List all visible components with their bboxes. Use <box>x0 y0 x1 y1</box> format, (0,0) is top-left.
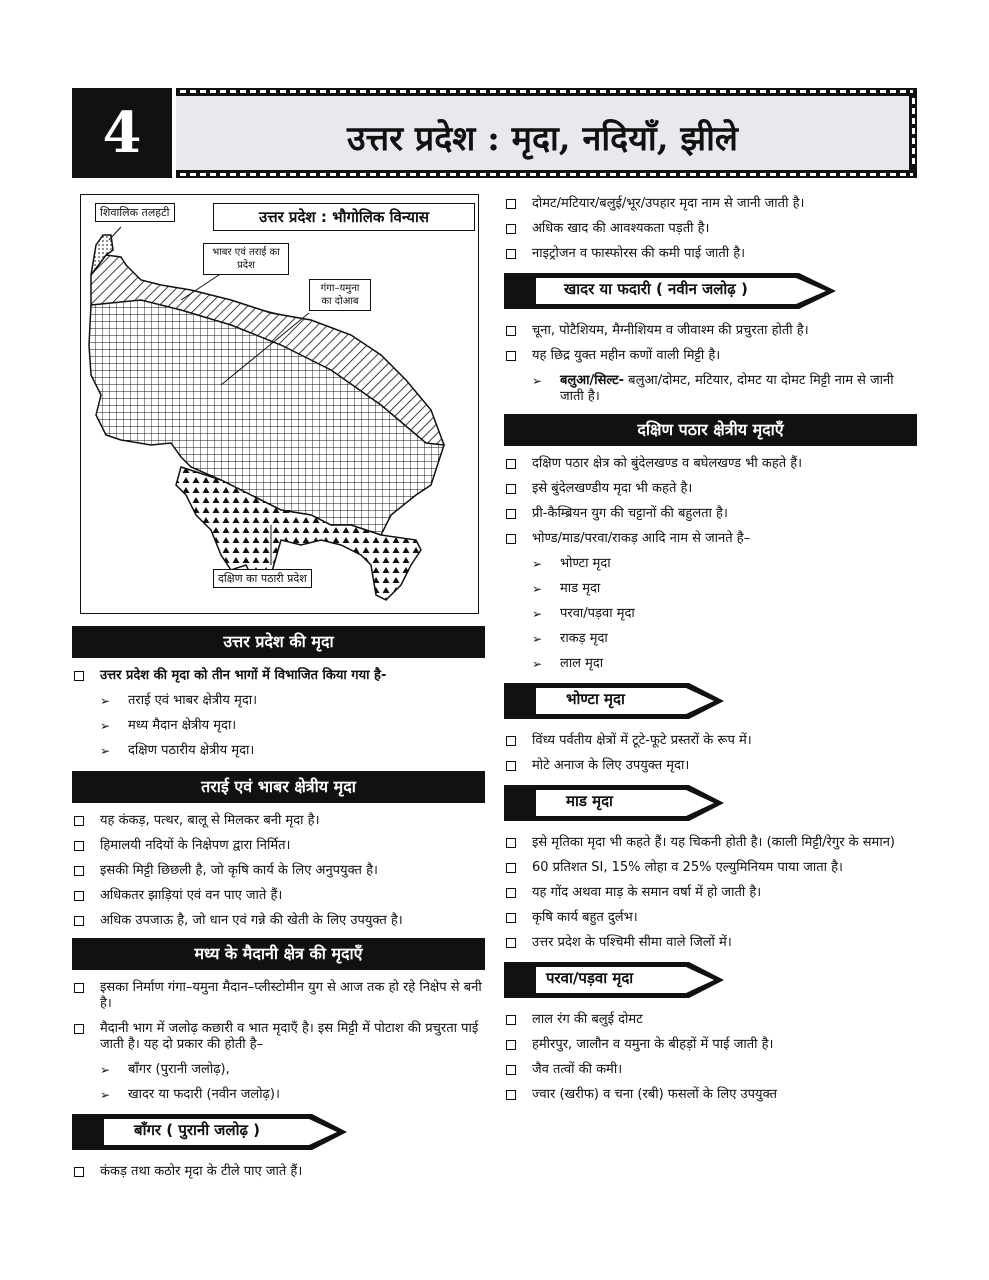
arrow-heading-text: बाँगर ( पुरानी जलोढ़ ) <box>134 1121 261 1139</box>
list-item: अधिक खाद की आवश्यकता पड़ती है। <box>504 221 917 237</box>
list-item: मैदानी भाग में जलोढ़ कछारी व भात मृदाएँ है। इस मिट्टी में पोटाश की प्रचुरता पाई जाती है। यह दो प्रकार की होती है– <box>72 1021 485 1053</box>
chapter-title: उत्तर प्रदेश : मृदा, नदियाँ, झीले <box>347 119 738 159</box>
sub-item <box>504 373 917 405</box>
list-item: इसका निर्माण गंगा–यमुना मैदान–प्लीस्टोमीन युग से आज तक हो रहे निक्षेप से बनी है। <box>72 980 485 1012</box>
sub-item: ➢ बाँगर (पुरानी जलोढ़), <box>72 1062 485 1078</box>
map-label-bhabar: भाबर एवं तराई का प्रदेश <box>203 243 289 275</box>
sub-item: ➢ भोण्टा मृदा <box>504 556 917 572</box>
list-item: इसे मृतिका मृदा भी कहते हैं। यह चिकनी होती है। (काली मिट्टी/रेगुर के समान) <box>504 835 917 851</box>
section-heading: दक्षिण पठार क्षेत्रीय मृदाएँ <box>504 414 917 446</box>
list-item: कंकड़ तथा कठोर मृदा के टीले पाए जाते हैं। <box>72 1164 485 1180</box>
section-heading: उत्तर प्रदेश की मृदा <box>72 626 485 658</box>
list-item: मोटे अनाज के लिए उपयुक्त मृदा। <box>504 758 917 774</box>
list-item: लाल रंग की बलुई दोमट <box>504 1012 917 1028</box>
sub-item-text: बलुआ/दोमट, मटियार, दोमट या दोमट मिट्टी नाम से जानी जाती है। <box>560 373 894 404</box>
sub-item-term: बलुआ/सिल्ट- <box>560 373 625 388</box>
list-item: अधिकतर झाड़ियां एवं वन पाए जाते हैं। <box>72 888 485 904</box>
arrow-heading <box>504 960 917 1000</box>
sub-item: ➢ लाल मृदा <box>504 656 917 672</box>
list-item: यह छिद्र युक्त महीन कणों वाली मिट्टी है। <box>504 348 917 364</box>
list-item: इसे बुंदेलखण्डीय मृदा भी कहते है। <box>504 481 917 497</box>
title-border <box>912 98 915 168</box>
sub-item: ➢ दक्षिण पठारीय क्षेत्रीय मृदा। <box>72 743 485 759</box>
list-item: प्री-कैम्ब्रियन युग की चट्टानों की बहुलता है। <box>504 506 917 522</box>
chapter-header <box>72 88 917 178</box>
chapter-number: 4 <box>72 88 172 178</box>
arrow-heading-text: माड मृदा <box>566 792 613 810</box>
list-item: चूना, पोटैशियम, मैग्नीशियम व जीवाश्म की प्रचुरता होती है। <box>504 323 917 339</box>
list-item: दोमट/मटियार/बलुई/भूर/उपहार मृदा नाम से जानी जाती है। <box>504 196 917 212</box>
list-item: हिमालयी नदियों के निक्षेपण द्वारा निर्मित। <box>72 838 485 854</box>
sub-item: ➢ खादर या फदारी (नवीन जलोढ़)। <box>72 1087 485 1103</box>
list-item: यह गोंद अथवा माड़ के समान वर्षा में हो जाती है। <box>504 885 917 901</box>
title-border <box>180 173 913 176</box>
list-item: यह कंकड़, पत्थर, बालू से मिलकर बनी मृदा है। <box>72 813 485 829</box>
right-column <box>504 196 917 1112</box>
list-item: ज्वार (खरीफ) व चना (रबी) फसलों के लिए उपयुक्त <box>504 1087 917 1103</box>
list-item: जैव तत्वों की कमी। <box>504 1062 917 1078</box>
arrow-heading <box>72 1112 485 1152</box>
arrow-heading-text: खादर या फदारी ( नवीन जलोढ़ ) <box>564 280 748 298</box>
arrow-heading <box>504 271 917 311</box>
pointer-line <box>109 227 121 240</box>
sub-item: ➢ मध्य मैदान क्षेत्रीय मृदा। <box>72 718 485 734</box>
list-item: उत्तर प्रदेश के पश्चिमी सीमा वाले जिलों में। <box>504 935 917 951</box>
arrow-heading <box>504 783 917 823</box>
list-item: अधिक उपजाऊ है, जो धान एवं गन्ने की खेती के लिए उपयुक्त है। <box>72 913 485 929</box>
map-label-shivalik: शिवालिक तलहटी <box>95 203 175 222</box>
list-item: इसकी मिट्टी छिछली है, जो कृषि कार्य के लिए अनुपयुक्त है। <box>72 863 485 879</box>
sub-item: ➢ परवा/पड़वा मृदा <box>504 606 917 622</box>
up-map-figure <box>80 194 479 614</box>
list-item: विंध्य पर्वतीय क्षेत्रों में टूटे-फूटे प्रस्तरों के रूप में। <box>504 733 917 749</box>
list-item: कृषि कार्य बहुत दुर्लभ। <box>504 910 917 926</box>
sub-item: ➢ तराई एवं भाबर क्षेत्रीय मृदा। <box>72 693 485 709</box>
arrow-heading-text: परवा/पड़वा मृदा <box>546 969 634 987</box>
arrow-heading-text: भोण्टा मृदा <box>566 690 625 708</box>
list-item: भोण्ड/माड/परवा/राकड़ आदि नाम से जानते है– <box>504 531 917 547</box>
title-border <box>180 90 913 93</box>
map-label-plateau: दक्षिण का पठारी प्रदेश <box>213 569 312 588</box>
section-heading: तराई एवं भाबर क्षेत्रीय मृदा <box>72 771 485 803</box>
sub-item: ➢ राकड़ मृदा <box>504 631 917 647</box>
map-title: उत्तर प्रदेश : भौगोलिक विन्यास <box>213 203 475 231</box>
list-item: दक्षिण पठार क्षेत्र को बुंदेलखण्ड व बघेलखण्ड भी कहते हैं। <box>504 456 917 472</box>
arrow-heading <box>504 681 917 721</box>
list-item: हमीरपुर, जालौन व यमुना के बीहड़ों में पाई जाती है। <box>504 1037 917 1053</box>
list-item: नाइट्रोजन व फास्फोरस की कमी पाई जाती है। <box>504 246 917 262</box>
list-item: उत्तर प्रदेश की मृदा को तीन भागों में विभाजित किया गया है- <box>72 668 485 684</box>
list-item: 60 प्रतिशत SI, 15% लोहा व 25% एल्युमिनियम पाया जाता है। <box>504 860 917 876</box>
sub-item: ➢ माड मृदा <box>504 581 917 597</box>
left-column <box>72 626 485 1189</box>
title-inner <box>176 96 909 170</box>
map-label-doab: गंगा–यमुना का दोआब <box>309 279 371 311</box>
title-box <box>176 88 917 178</box>
section-heading: मध्य के मैदानी क्षेत्र की मृदाएँ <box>72 938 485 970</box>
